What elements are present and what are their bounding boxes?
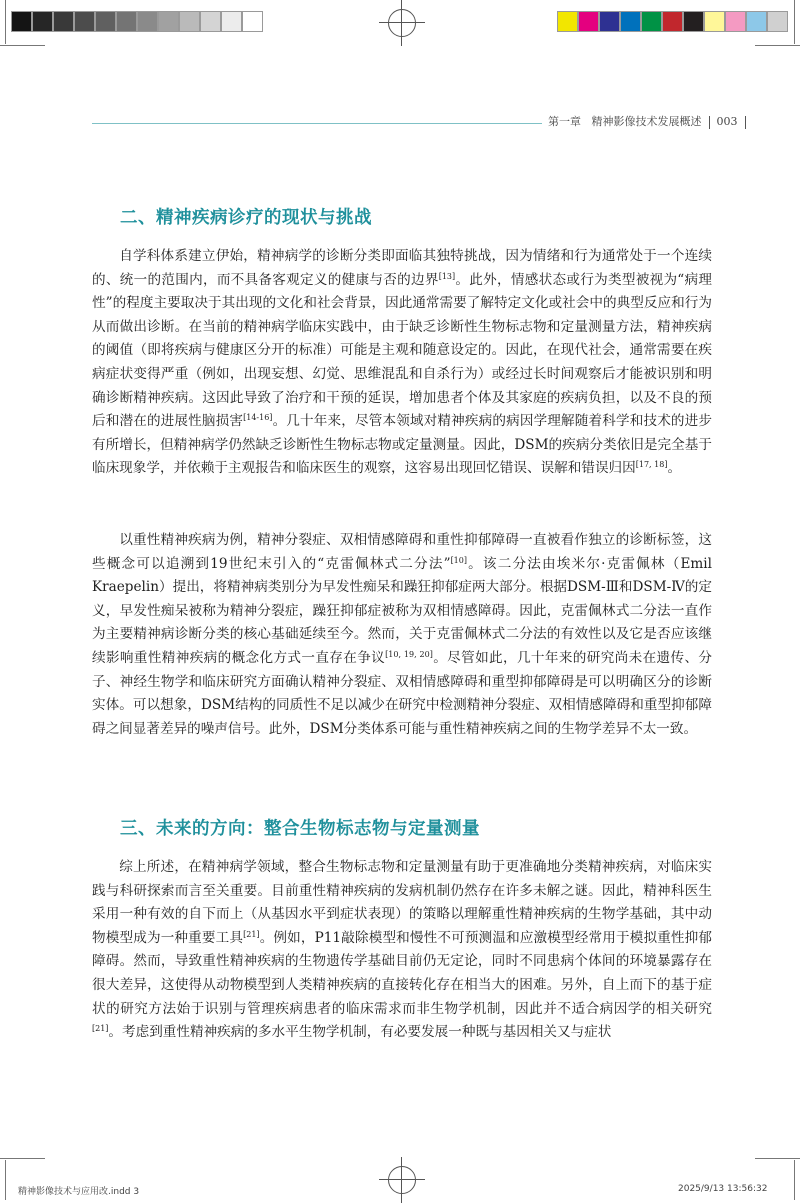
gray-swatch bbox=[32, 11, 53, 32]
header-rule bbox=[92, 123, 542, 124]
crop-mark-bottom-right bbox=[755, 1158, 800, 1159]
gray-swatch bbox=[116, 11, 137, 32]
crop-mark-bottom-right-vertical bbox=[794, 1160, 795, 1200]
section-2-paragraph-2: 以重性精神疾病为例，精神分裂症、双相情感障碍和重性抑郁障碍一直被看作独立的诊断标签，这些概念可以追溯到19世纪末引入的“克雷佩林式二分法”[10]。该二分法由埃米尔·克雷佩林（Emil Kraepelin）提出，将精神病类别分为早发性痴呆和躁狂抑郁症两大部分。根据DSM-Ⅲ和DSM-Ⅳ的定义，早发性痴呆被称为精神分裂症，躁狂抑郁症被称为双相情感障碍。因此，克雷佩林式二分法一直作为主要精神病诊断分类的核心基础延续至今。然而，关于克雷佩林式二分法的有效性以及它是否应该继续影响重性精神疾病的概念化方式一直存在争议[10, 19, 20]。尽管如此，几十年来的研究尚未在遗传、分子、神经生物学和临床研究方面确认精神分裂症、双相情感障碍和重型抑郁障碍是可以明确区分的诊断实体。可以想象，DSM结构的同质性不足以减少在研究中检测精神分裂症、双相情感障碍和重型抑郁障碍之间显著差异的噪声信号。此外，DSM分类体系可能与重性精神疾病之间的生物学差异不太一致。 bbox=[92, 532, 713, 737]
color-swatch bbox=[746, 11, 767, 32]
section-heading-2: 二、精神疾病诊疗的现状与挑战 bbox=[120, 208, 372, 228]
footer-timestamp: 2025/9/13 13:56:32 bbox=[678, 1184, 768, 1194]
crop-mark-top-right bbox=[755, 45, 800, 46]
registration-mark-bottom bbox=[388, 1166, 416, 1194]
gray-swatch bbox=[11, 11, 32, 32]
citation: [10, 19, 20] bbox=[385, 649, 433, 659]
chapter-title: 精神影像技术发展概述 bbox=[591, 115, 702, 128]
crop-mark-top-left bbox=[0, 45, 45, 46]
header-separator bbox=[709, 116, 710, 129]
section-3-paragraph-1: 综上所述，在精神病学领域，整合生物标志物和定量测量有助于更准确地分类精神疾病，对临床实践与科研探索而言至关重要。目前重性精神疾病的发病机制仍然存在许多未解之谜。因此，精神科医生采用一种有效的自下而上（从基因水平到症状表现）的策略以理解重性精神疾病的生物学基础，其中动物模型成为一种重要工具[21]。例如，P11敲除模型和慢性不可预测温和应激模型经常用于模拟重性抑郁障碍。然而，导致重性精神疾病的生物遗传学基础目前仍无定论，同时不同患病个体间的环境暴露存在很大差异，这使得从动物模型到人类精神疾病的直接转化存在相当大的困难。另外，自上而下的基于症状的研究方法始于识别与管理疾病患者的临床需求而非生物学机制，因此并不适合病因学的相关研究[21]。考虑到重性精神疾病的多水平生物学机制，有必要发展一种既与基因相关又与症状 bbox=[92, 859, 712, 1041]
color-swatch bbox=[662, 11, 683, 32]
color-swatch bbox=[620, 11, 641, 32]
running-head bbox=[548, 113, 753, 129]
grayscale-color-bar bbox=[11, 11, 263, 32]
citation: [14-16] bbox=[243, 413, 273, 423]
color-swatch bbox=[578, 11, 599, 32]
registration-mark-top bbox=[388, 9, 416, 37]
citation: [21] bbox=[243, 929, 260, 939]
gray-swatch bbox=[53, 11, 74, 32]
citation: [13] bbox=[438, 271, 456, 281]
header-separator-end bbox=[745, 116, 746, 129]
color-swatch bbox=[683, 11, 704, 32]
crop-mark-top-right-vertical bbox=[794, 0, 795, 44]
gray-swatch bbox=[137, 11, 158, 32]
cmyk-color-bar bbox=[557, 11, 788, 32]
color-swatch bbox=[557, 11, 578, 32]
gray-swatch bbox=[200, 11, 221, 32]
citation: [21] bbox=[92, 1024, 109, 1034]
section-2-paragraph-1: 自学科体系建立伊始，精神病学的诊断分类即面临其独特挑战，因为情绪和行为通常处于一个连续的、统一的范围内，而不具备客观定义的健康与否的边界[13]。此外，情感状态或行为类型被视为“病理性”的程度主要取决于其出现的文化和社会背景，因此通常需要了解特定文化或社会中的典型反应和行为从而做出诊断。在当前的精神病学临床实践中，由于缺乏诊断性生物标志物和定量测量方法，精神疾病的阈值（即将疾病与健康区分开的标准）可能是主观和随意设定的。因此，在现代社会，通常需要在疾病症状变得严重（例如，出现妄想、幻觉、思维混乱和自杀行为）或经过长时间观察后才能被识别和明确诊断精神疾病。这因此导致了治疗和干预的延误，增加患者个体及其家庭的疾病负担，以及不良的预后和潜在的进展性脑损害[14-16]。几十年来，尽管本领域对精神疾病的病因学理解随着科学和技术的进步有所增长，但精神病学仍然缺乏诊断性生物标志物或定量测量。因此，DSM的疾病分类依旧是完全基于临床现象学，并依赖于主观报告和临床医生的观察，这容易出现回忆错误、误解和错误归因[17, 18]。 bbox=[92, 248, 713, 477]
crop-mark-bottom-left bbox=[0, 1158, 45, 1159]
crop-mark-top-left-vertical bbox=[5, 0, 6, 44]
footer-filename: 精神影像技术与应用改.indd 3 bbox=[18, 1187, 140, 1197]
citation: [10] bbox=[450, 555, 467, 565]
chapter-number: 第一章 bbox=[548, 115, 581, 128]
color-swatch bbox=[725, 11, 746, 32]
gray-swatch bbox=[221, 11, 242, 32]
gray-swatch bbox=[74, 11, 95, 32]
color-swatch bbox=[599, 11, 620, 32]
gray-swatch bbox=[95, 11, 116, 32]
citation: [17, 18] bbox=[635, 460, 668, 470]
page-number: 003 bbox=[716, 115, 738, 128]
gray-swatch bbox=[158, 11, 179, 32]
color-swatch bbox=[767, 11, 788, 32]
gray-swatch bbox=[242, 11, 263, 32]
crop-mark-bottom-left-vertical bbox=[5, 1160, 6, 1200]
color-swatch bbox=[641, 11, 662, 32]
color-swatch bbox=[704, 11, 725, 32]
section-heading-3: 三、未来的方向：整合生物标志物与定量测量 bbox=[120, 819, 480, 839]
gray-swatch bbox=[179, 11, 200, 32]
